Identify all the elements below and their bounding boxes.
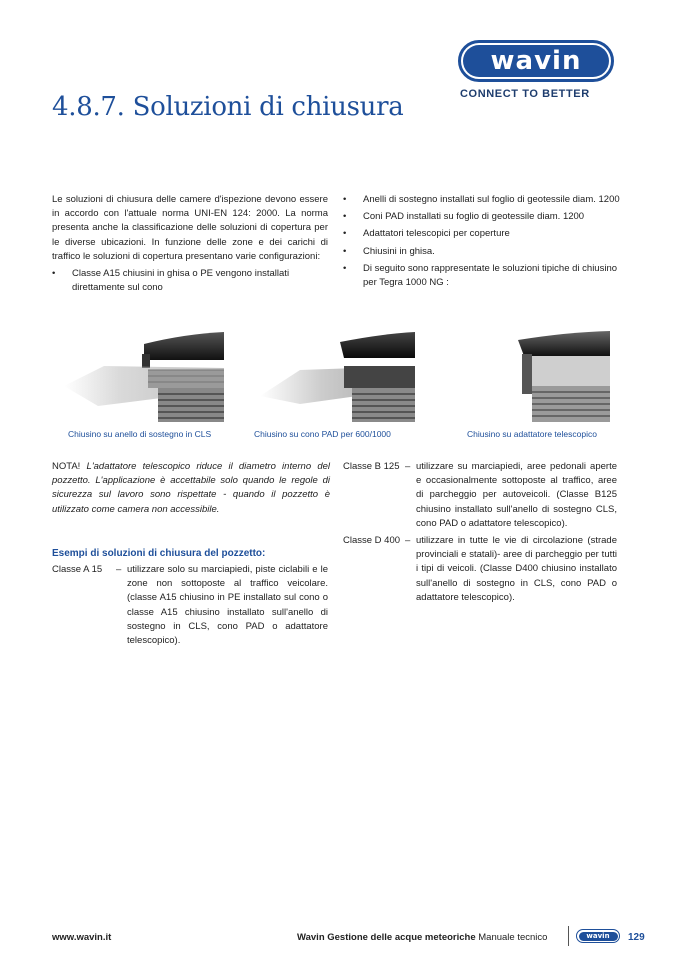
left-bullet-item: • Classe A15 chiusini in ghisa o PE vengono installati direttamente sul cono: [52, 267, 328, 295]
figure-telescopic-adapter: [448, 326, 628, 426]
page-number: 129: [628, 932, 645, 943]
logo-text: wavin: [463, 45, 609, 77]
class-dash: –: [405, 461, 411, 472]
footer-website: www.wavin.it: [52, 932, 112, 943]
footer-logo-text: wavin: [579, 932, 618, 941]
page-title: 4.8.7. Soluzioni di chiusura: [52, 92, 404, 122]
footer-divider: [568, 926, 569, 946]
caption-telescopic-adapter: Chiusino su adattatore telescopico: [467, 429, 597, 439]
right-bullet-item: • Di seguito sono rappresentate le soluzioni tipiche di chiusino per Tegra 1000 NG :: [343, 262, 627, 290]
right-bullet-item: • Adattatori telescopici per coperture: [343, 227, 627, 241]
right-bullet-item: • Coni PAD installati su foglio di geotessile diam. 1200: [343, 210, 627, 224]
wavin-logo: [458, 40, 614, 82]
tagline: CONNECT TO BETTER: [460, 88, 590, 100]
intro-paragraph: Le soluzioni di chiusura delle camere d'ispezione devono essere in accordo con l'attuale norma UNI-EN 124: 2000. La norma presenta anche la classificazione delle soluzioni di copertura per le diverse ubicazioni. In funzione delle zone e dei carichi di traffico le soluzioni di copertura presentano varie configurazioni:: [52, 194, 328, 262]
class-label: Classe A 15: [52, 564, 103, 575]
class-description: utilizzare in tutte le vie di circolazione (strade provinciali e statali)- aree di parcheggio per tutti i tipi di veicoli. (Classe D400 chiusino installato sull'anello di sostegno in CLS, cono PAD o adattatore telescopico).: [416, 535, 617, 603]
class-description: utilizzare su marciapiedi, aree pedonali aperte e occasionalmente sottoposte al traffico, aree di parcheggio per autoveicoli. (Classe B125 chiusino installato sull'anello di sostegno CLS, cono PAD o adattatore telescopico).: [416, 461, 617, 529]
figure-support-ring: [64, 326, 244, 426]
esempi-heading: Esempi di soluzioni di chiusura del pozzetto:: [52, 548, 266, 559]
nota-label: NOTA!: [52, 461, 81, 472]
footer-doc-title: Wavin Gestione delle acque meteoriche: [297, 932, 476, 943]
left-bullet-list: [52, 267, 328, 295]
caption-pad-cone: Chiusino su cono PAD per 600/1000: [254, 429, 391, 439]
class-dash: –: [405, 535, 411, 546]
footer-document: [297, 932, 547, 943]
caption-support-ring: Chiusino su anello di sostegno in CLS: [68, 429, 212, 439]
intro-right-column: [343, 193, 627, 293]
intro-left-column: [52, 193, 328, 295]
class-dash: –: [116, 564, 122, 575]
class-label: Classe D 400: [343, 535, 401, 546]
nota-text: L'adattatore telescopico riduce il diametro interno del pozzetto. L'applicazione è accettabile solo quando le regole di sicurezza sul lavoro sono rispettate - quando il pozzetto è utilizzato come camera non accessibile.: [52, 461, 330, 515]
class-label: Classe B 125: [343, 461, 400, 472]
right-bullet-list: [343, 193, 627, 290]
figure-pad-cone: [240, 326, 420, 426]
right-bullet-item: • Anelli di sostegno installati sul foglio di geotessile diam. 1200: [343, 193, 627, 207]
class-description: utilizzare solo su marciapiedi, piste ciclabili e le zone non sottoposte al traffico veicolare. (classe A15 chiusino in PE installato sul cono o classe A15 chiusino installato sull'anello di sostegno in CLS, cono PAD o adattatore telescopico).: [127, 564, 328, 647]
footer-wavin-logo: [576, 929, 620, 943]
footer-doc-type: Manuale tecnico: [475, 932, 548, 943]
right-bullet-item: • Chiusini in ghisa.: [343, 245, 627, 259]
nota-block: [52, 460, 330, 517]
